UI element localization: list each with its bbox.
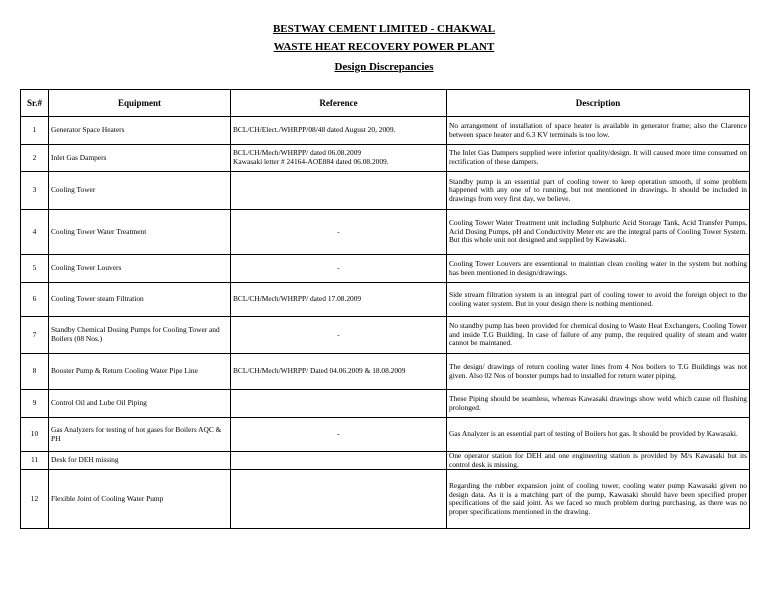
row-reference	[231, 145, 447, 172]
document-title: Design Discrepancies	[334, 61, 434, 73]
reference-line: -	[337, 429, 340, 439]
row-sr: 10	[21, 418, 49, 452]
row-reference	[231, 210, 447, 255]
row-description: The Inlet Gas Dampers supplied were inferior quality/design. It will caused more time consumed on rectification of these dampers.	[447, 145, 750, 172]
row-reference	[231, 117, 447, 145]
reference-line: BCL/CH/Mech/WHRPP/ Dated 04.06.2009 & 18.08.2009	[233, 366, 406, 376]
reference-line: BCL/CH/Elect./WHRPP/08/48 dated August 20, 2009.	[233, 125, 396, 135]
row-sr: 1	[21, 117, 49, 145]
reference-line: BCL/CH/Mech/WHRPP/ dated 06.08.2009	[233, 148, 362, 158]
row-description: The design/ drawings of return cooling water lines from 4 Nos boilers to T.G Buildings was not given. Also 02 Nos of booster pumps had to installed for return water piping.	[447, 354, 750, 390]
table-row	[21, 210, 750, 255]
row-description: Gas Analyzer is an essential part of testing of Boilers hot gas. It should be provided by Kawasaki.	[447, 418, 750, 452]
row-equipment: Standby Chemical Dosing Pumps for Cooling Tower and Boilers (08 Nos.)	[49, 317, 231, 354]
header-reference: Reference	[231, 90, 447, 117]
row-description: These Piping should be seamless, whereas Kawasaki drawings show weld which cause oil flushing prolonged.	[447, 390, 750, 418]
header-sr: Sr.#	[21, 90, 49, 117]
reference-line: -	[337, 329, 340, 339]
row-description: Side stream filtration system is an integral part of cooling tower to avoid the foreign object to the cooling water system. But in your design there is nothing mentioned.	[447, 283, 750, 317]
row-reference	[231, 255, 447, 283]
row-reference	[231, 470, 447, 529]
row-reference	[231, 452, 447, 470]
table-row	[21, 283, 750, 317]
table-row	[21, 452, 750, 470]
row-equipment: Cooling Tower steam Filtration	[49, 283, 231, 317]
company-title: BESTWAY CEMENT LIMITED - CHAKWAL	[272, 23, 496, 35]
table-row	[21, 145, 750, 172]
table-row	[21, 317, 750, 354]
row-equipment: Cooling Tower Water Treatment	[49, 210, 231, 255]
header-description: Description	[447, 90, 750, 117]
plant-title: WASTE HEAT RECOVERY POWER PLANT	[273, 41, 495, 53]
row-description: Regarding the rubber expansion joint of cooling tower, cooling water pump Kawasaki given no design data. As it is a matching part of the pump, Kawasaki should have been specified proper specifications of the said joint. As we faced so much problem during purchasing, as there was no proper specifications mentioned in the drawing.	[447, 470, 750, 529]
row-sr: 3	[21, 172, 49, 210]
row-equipment: Gas Analyzers for testing of hot gases for Boilers AQC & PH	[49, 418, 231, 452]
row-equipment: Cooling Tower Louvers	[49, 255, 231, 283]
row-sr: 8	[21, 354, 49, 390]
reference-line: -	[337, 263, 340, 273]
reference-line: Kawasaki letter # 24164-AOE884 dated 06.08.2009.	[233, 157, 389, 166]
row-reference	[231, 172, 447, 210]
row-reference	[231, 283, 447, 317]
row-sr: 11	[21, 452, 49, 470]
table-row	[21, 255, 750, 283]
discrepancy-table	[20, 89, 750, 529]
row-equipment: Inlet Gas Dampers	[49, 145, 231, 172]
reference-line: -	[337, 226, 340, 236]
header-row	[21, 90, 750, 117]
row-sr: 2	[21, 145, 49, 172]
row-sr: 4	[21, 210, 49, 255]
row-reference	[231, 390, 447, 418]
row-description: Standby pump is an essential part of cooling tower to keep operation smooth, if some problem happened with any one of to running, but not mentioned in drawings. It should be included in drawings from very first day, we believe.	[447, 172, 750, 210]
row-description: Cooling Tower Water Treatment unit including Sulphuric Acid Storage Tank, Acid Transfer Pumps, Acid Dosing Pumps, pH and Conductivity Meter etc are the integral parts of Cooling Tower System. But this whole unit not designed and supplied by Kawasaki.	[447, 210, 750, 255]
row-equipment: Booster Pump & Return Cooling Water Pipe Line	[49, 354, 231, 390]
row-sr: 12	[21, 470, 49, 529]
table-row	[21, 117, 750, 145]
row-description: No arrangement of installation of space heater is available in generator frame; also the Clarence between space heater and 6.3 KV terminals is too low.	[447, 117, 750, 145]
row-equipment: Desk for DEH missing	[49, 452, 231, 470]
row-description: One operator station for DEH and one engineering station is provided by M/s Kawasaki but its control desk is missing.	[447, 452, 750, 470]
header-equipment: Equipment	[49, 90, 231, 117]
row-reference	[231, 317, 447, 354]
row-description: No standby pump has been provided for chemical dosing to Waste Heat Exchangers, Cooling Tower and inside T.G Building. In case of failure of any pump, the required quality of steam and water cannot be maintaned.	[447, 317, 750, 354]
row-sr: 5	[21, 255, 49, 283]
reference-line: BCL/CH/Mech/WHRPP/ dated 17.08.2009	[233, 294, 362, 304]
row-equipment: Generator Space Heaters	[49, 117, 231, 145]
row-sr: 7	[21, 317, 49, 354]
row-reference	[231, 418, 447, 452]
row-equipment: Flexible Joint of Cooling Water Pump	[49, 470, 231, 529]
row-reference	[231, 354, 447, 390]
row-equipment: Cooling Tower	[49, 172, 231, 210]
row-sr: 6	[21, 283, 49, 317]
row-sr: 9	[21, 390, 49, 418]
table-row	[21, 354, 750, 390]
table-row	[21, 390, 750, 418]
row-equipment: Control Oil and Lube Oil Piping	[49, 390, 231, 418]
row-description: Cooling Tower Louvers are essentional to maintian clean cooling water in the system but nothing has been mentioned in design/drawings.	[447, 255, 750, 283]
table-row	[21, 418, 750, 452]
table-row	[21, 172, 750, 210]
table-row	[21, 470, 750, 529]
